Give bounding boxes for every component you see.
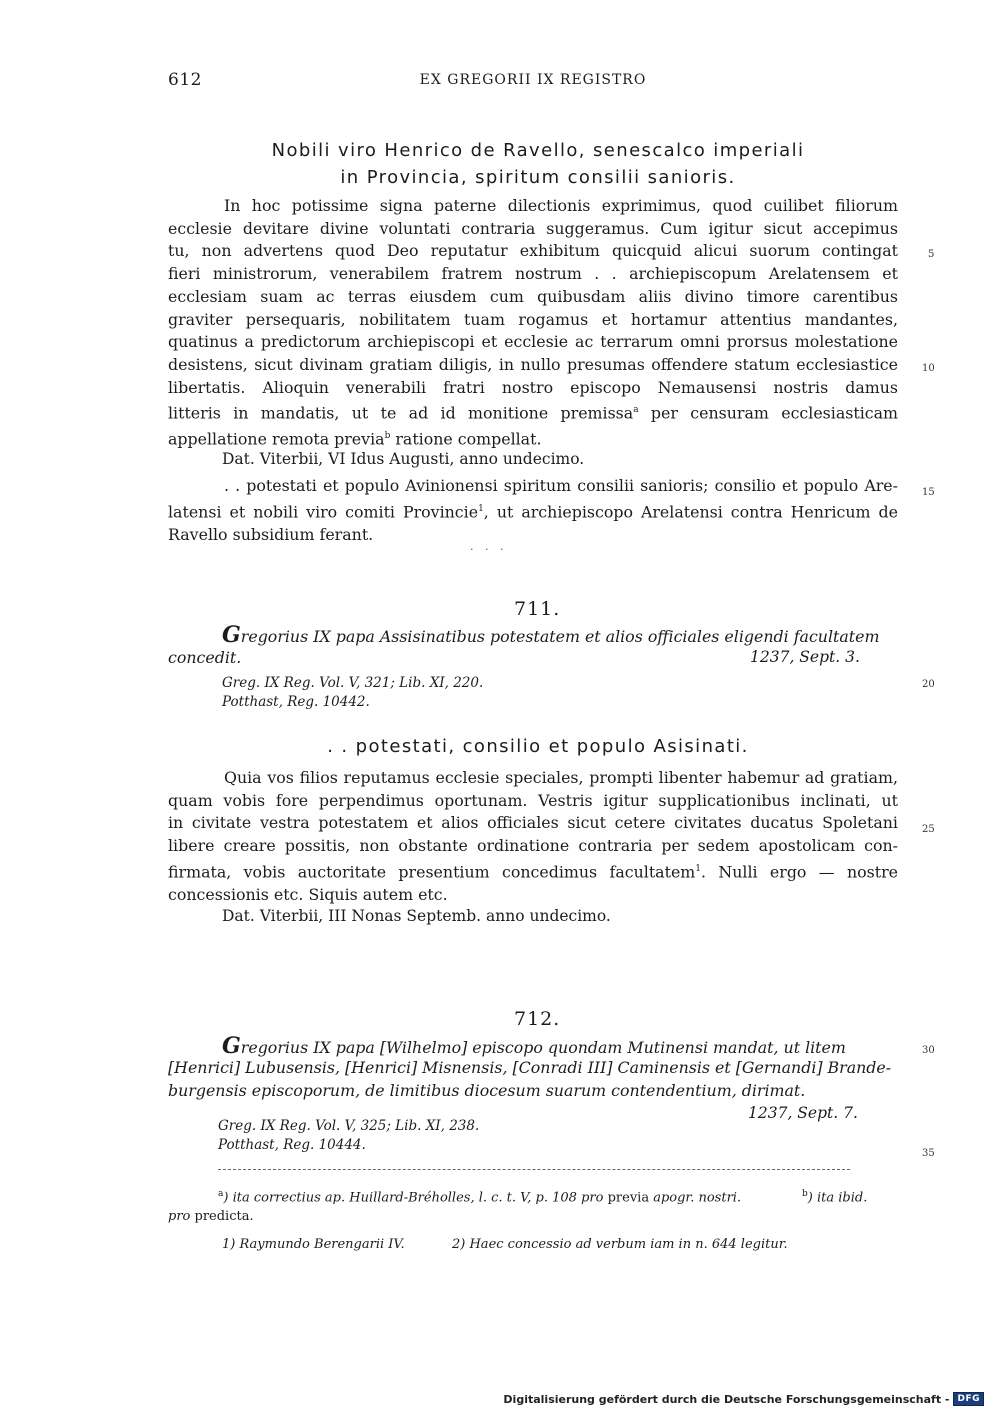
dfg-logo: DFG (953, 1392, 984, 1406)
summary-711-line1 (222, 622, 879, 648)
parallel-letters (168, 475, 898, 546)
line-number: 10 (922, 363, 935, 374)
source-reference-711: Potthast, Reg. 10442. (222, 694, 370, 710)
footnote-text: predicta. (190, 1209, 254, 1224)
summary-text: regorius IX papa Assisinatibus potestatem et alios officiales eligendi facultatem (240, 627, 880, 646)
source-reference-711: Greg. IX Reg. Vol. V, 321; Lib. XI, 220. (222, 675, 484, 691)
line-number: 15 (922, 487, 935, 498)
footnote-rule (218, 1169, 850, 1170)
digitization-credit (503, 1391, 984, 1407)
body-line: fieri ministrorum, venerabilem fratrem nostrum . . archiepiscopum Arelatensem et (168, 264, 898, 284)
letter-heading-line1: Nobili viro Henrico de Ravello, senescalco imperiali (271, 140, 805, 161)
section-separator: . . . (470, 540, 508, 553)
summary-712-line2: [Henrici] Lubusensis, [Henrici] Misnensis, [Conradi III] Caminensis et [Gernandi] Brande- (168, 1058, 892, 1077)
body-text: . Nulli ergo — nostre (701, 862, 898, 882)
footnote-text: ) ita ibid. (807, 1190, 868, 1206)
body-text: , ut archiepiscopo Arelatensi contra Henricum de (483, 501, 898, 521)
body-line: ecclesie devitare divine voluntati contraria suggeramus. Cum igitur sicut accepimus (168, 218, 898, 238)
credit-text: Digitalisierung gefördert durch die Deutsche Forschungsgemeinschaft - (503, 1392, 950, 1406)
document-number-711: 711. (514, 598, 561, 620)
body-line: in civitate vestra potestatem et alios officiales sicut cetere civitates ducatus Spoletani (168, 813, 898, 833)
body-line: libertatis. Alioquin venerabili fratri nostro episcopo Nemausensi nostris damus (168, 377, 898, 397)
letter-body (168, 195, 898, 451)
line-number: 30 (922, 1045, 935, 1056)
dating-line-711: Dat. Viterbii, III Nonas Septemb. anno undecimo. (222, 907, 611, 925)
running-head (168, 70, 898, 94)
body-text: firmata, vobis auctoritate presentium concedimus facultatem (168, 862, 696, 882)
footnote-b-continuation (168, 1209, 254, 1224)
body-line (168, 858, 898, 884)
footnote-ref-1: 1 (478, 503, 484, 514)
footnote-marker-b: b (384, 431, 391, 442)
body-text: appellatione remota previa (168, 429, 385, 449)
footnote-marker: b (802, 1189, 808, 1199)
line-number: 25 (922, 824, 935, 835)
footnote-text: previa (607, 1190, 650, 1206)
body-line: desistens, sicut divinam gratiam diligis, in nullo presumas offendere statum ecclesiastice (168, 354, 898, 374)
summary-712-line1 (222, 1033, 846, 1059)
body-line: libere creare possitis, non obstante ordinatione contraria per sedem apostolicam con- (168, 836, 898, 856)
body-line: graviter persequaris, nobilitatem tuam rogamus et hortamur attentius mandantes, (168, 309, 898, 329)
footnote-marker-a: a (633, 405, 639, 416)
body-line: quam vobis fore perpendimus oportunam. Vestris igitur supplicationibus inclinati, ut (168, 790, 898, 810)
source-reference-712: Greg. IX Reg. Vol. V, 325; Lib. XI, 238. (218, 1118, 480, 1134)
body-text: ratione compellat. (390, 429, 542, 449)
body-line: In hoc potissime signa paterne dilectionis exprimimus, quod cuilibet filiorum (224, 196, 898, 215)
footnote-marker: a (218, 1189, 224, 1199)
summary-711-line2: concedit. (168, 648, 242, 667)
page-number: 612 (168, 70, 202, 90)
footnote-ref-2: 1 (695, 863, 702, 874)
body-line: ecclesiam suam ac terras eiusdem cum quibusdam aliis divino timore carentibus (168, 286, 898, 306)
document-number-712: 712. (514, 1008, 561, 1030)
line-number: 20 (922, 679, 935, 690)
footnote-a (218, 1189, 741, 1205)
letter-body-711 (168, 767, 898, 906)
document-date-712: 1237, Sept. 7. (748, 1104, 858, 1122)
body-line: tu, non advertens quod Deo reputatur exhibitum quicquid alicui suorum contingat (168, 241, 898, 261)
footnote-b (802, 1189, 867, 1205)
body-line: quatinus a predictorum archiepiscopi et ecclesie ac terrarum omni prorsus molestatione (168, 332, 898, 352)
document-date-711: 1237, Sept. 3. (750, 648, 860, 666)
parallel-line: . . potestati et populo Avinionensi spiritum consilii sanioris; consilio et populo Are- (224, 476, 898, 495)
body-line-with-footnote (168, 425, 898, 451)
summary-712-line3: burgensis episcoporum, de limitibus diocesum suarum contendentium, dirimat. (168, 1081, 806, 1100)
body-line-with-footnote (168, 399, 898, 425)
dating-line: Dat. Viterbii, VI Idus Augusti, anno undecimo. (222, 450, 585, 468)
footnote-text: apogr. nostri. (649, 1190, 742, 1206)
initial-letter: G (222, 622, 241, 648)
footnote-1: 1) Raymundo Berengarii IV. (222, 1237, 405, 1252)
line-number: 35 (922, 1148, 935, 1159)
footnote-2: 2) Haec concessio ad verbum iam in n. 644 legitur. (452, 1237, 788, 1252)
body-line: concessionis etc. Siquis autem etc. (168, 884, 448, 904)
running-title: EX GREGORII IX REGISTRO (419, 72, 647, 88)
body-text: litteris in mandatis, ut te ad id monitione premissa (168, 403, 634, 423)
letter-heading (168, 137, 908, 191)
letter-heading-line2: in Provincia, spiritum consilii sanioris. (340, 167, 736, 188)
summary-text: regorius IX papa [Wilhelmo] episcopo quondam Mutinensi mandat, ut litem (240, 1038, 846, 1057)
footnote-text: pro (168, 1209, 191, 1224)
line-number: 5 (928, 249, 935, 260)
body-text: per censuram ecclesiasticam (638, 403, 898, 423)
parallel-line: Ravello subsidium ferant. (168, 524, 374, 544)
letter-heading-711: . . potestati, consilio et populo Asisinati. (327, 736, 749, 757)
body-text: latensi et nobili viro comiti Provincie (168, 501, 479, 521)
footnote-text: ) ita correctius ap. Huillard-Bréholles, l. c. t. V, p. 108 pro (223, 1190, 608, 1206)
body-line: Quia vos filios reputamus ecclesie speciales, prompti libenter habemur ad gratiam, (224, 768, 898, 787)
source-reference-712: Potthast, Reg. 10444. (218, 1137, 366, 1153)
parallel-line (168, 498, 898, 524)
initial-letter: G (222, 1033, 241, 1059)
